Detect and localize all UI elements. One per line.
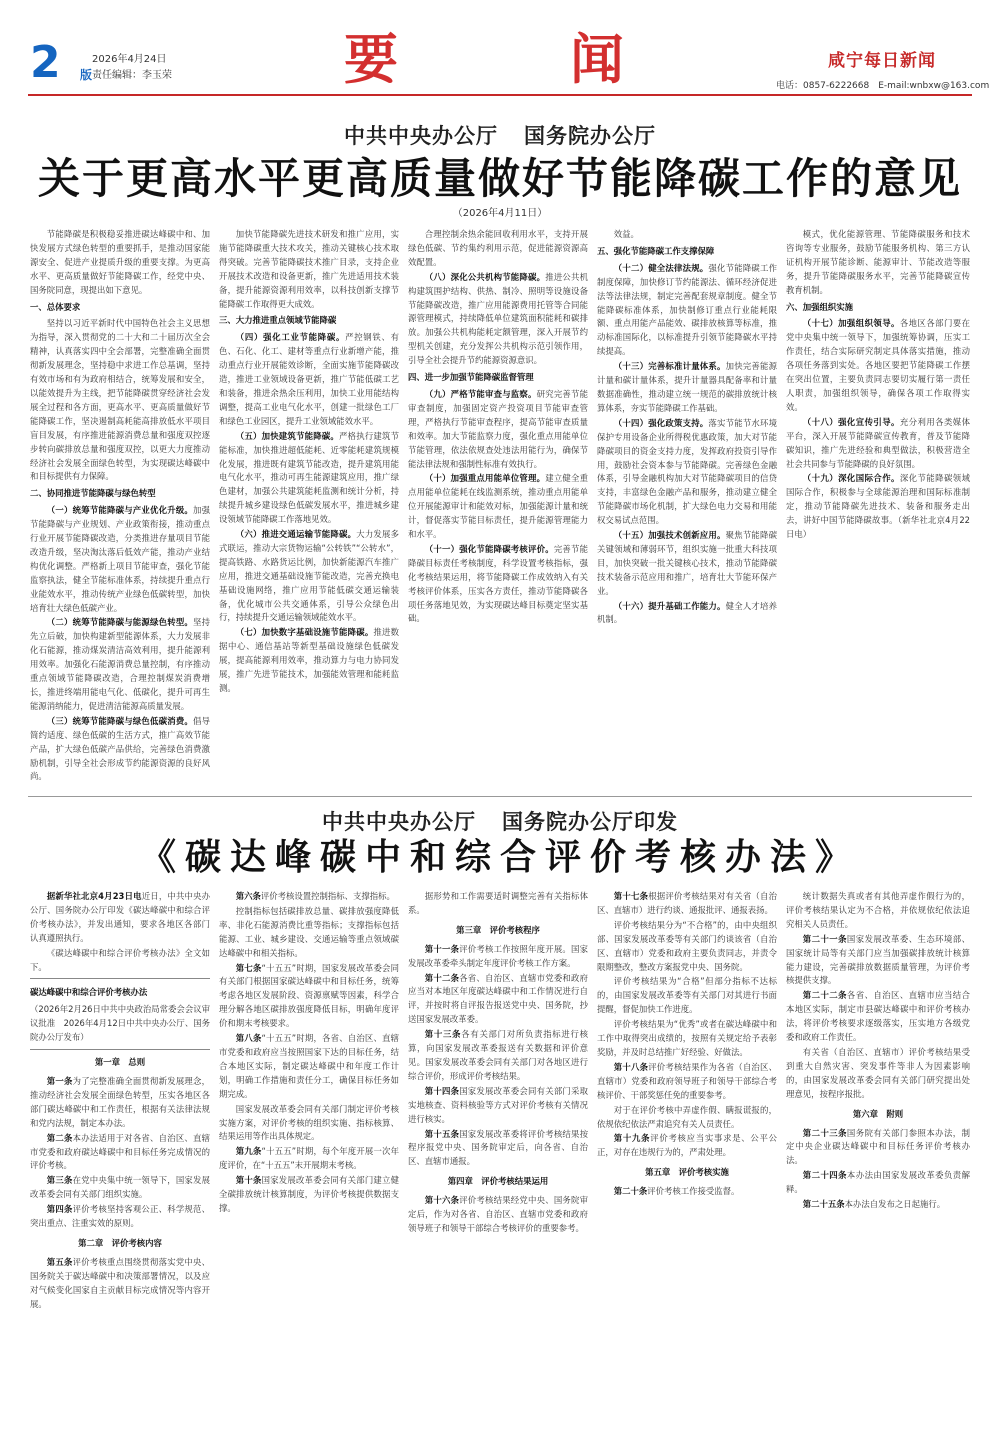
paragraph-text: 评价考核工作接受监督。 — [647, 1186, 740, 1197]
section-heading: 六、加强组织实施 — [786, 301, 853, 312]
paragraph-lead: （一）统筹节能降碳与产业优化升级。 — [46, 505, 194, 516]
paragraph — [408, 228, 588, 270]
paragraph — [597, 1185, 777, 1199]
paragraph-text: 健全人才培养机制。 — [597, 600, 777, 625]
paragraph-lead: （三）统筹节能降碳与绿色低碳消费。 — [46, 715, 194, 726]
paragraph — [408, 972, 588, 1028]
paragraph-lead: 第八条 — [235, 1033, 262, 1044]
paragraph-lead: （十五）加强技术创新应用。 — [613, 530, 726, 541]
paragraph-text: 有关省（自治区、直辖市）评价考核结果受到重大自然灾害、突发事件等非人为因素影响的，由国家发展改革委会同有关部门研究提出处理意见，按程序报批。 — [786, 1046, 970, 1099]
paragraph-text: “十五五”时期，各省、自治区、直辖市党委和政府应当按照国家下达的目标任务，结合本地区实际，制定碳达峰碳中和年度工作计划，明确工作措施和责任分工，确保目标任务如期完成。 — [219, 1033, 399, 1099]
paragraph — [786, 416, 970, 472]
document-title-box — [30, 978, 210, 1050]
paragraph — [597, 890, 777, 918]
paragraph — [597, 529, 777, 599]
paragraph-lead: 据新华社北京4月23日电 — [46, 891, 142, 901]
paragraph-lead: （十七）加强组织领导。 — [802, 318, 900, 329]
paragraph — [219, 1174, 399, 1216]
paragraph — [597, 417, 777, 528]
paragraph-lead: 第十六条 — [424, 1195, 460, 1206]
paragraph-lead: （九）严格节能审查与监察。 — [424, 388, 537, 399]
article2-column-3 — [408, 890, 588, 1422]
paragraph — [408, 271, 588, 368]
issue-date: 2026年4月24日 — [92, 54, 167, 65]
paragraph-text: 评价考核应当实事求是、公平公正，对存在违规行为的，严肃处理。 — [597, 1133, 777, 1158]
paragraph — [408, 890, 588, 918]
paragraph-text: 深化节能降碳领域国际合作，积极参与全球能源治理和国际标准制定，推动节能降碳先进技术、装备和服务走出去，讲好中国节能降碳故事。（新华社北京4月22日电） — [786, 473, 970, 540]
paragraph-text: 为了完整准确全面贯彻新发展理念，推动经济社会发展全面绿色转型，压实各地区各部门碳达峰碳中和工作责任，根据有关法律法规和党内法规，制定本办法。 — [30, 1075, 210, 1128]
paragraph-lead: （十八）强化宣传引导。 — [802, 416, 900, 427]
paragraph — [219, 962, 399, 1032]
paragraph-text: 根据评价考核结果对有关省（自治区、直辖市）进行约谈、通报批评、通报表扬。 — [597, 891, 777, 915]
paragraph-text: 各省、自治区、直辖市党委和政府应当对本地区年度碳达峰碳中和工作情况进行自评，并按时将自评报告报送党中央、国务院，抄送国家发展改革委。 — [408, 972, 588, 1025]
paragraph — [597, 1018, 777, 1060]
paragraph-lead: 第二十五条 — [802, 1199, 845, 1210]
section-heading: 一、总体要求 — [30, 301, 81, 312]
paragraph-text: 加强节能降碳与产业规划、产业政策衔接，推动重点行业开展节能降碳改造，分类推进存量项目节能改造升级，坚决淘汰落后低效产能，推动产业结构优化调整。严格新上项目节能审查，强化节能监察执法，健全节能标准体系，持续提升重点行业能效水平，推动传统产业绿色低碳转型，加快培育壮大绿色低碳产业。 — [30, 505, 210, 613]
paragraph — [30, 1256, 210, 1312]
paragraph — [786, 1127, 970, 1169]
paragraph-text: 控制指标包括碳排放总量、碳排放强度降低率、非化石能源消费比重等指标；支撑指标包括能源、工业、城乡建设、交通运输等重点领域碳达峰碳中和相关指标。 — [219, 905, 399, 958]
paragraph — [597, 975, 777, 1017]
paragraph — [30, 890, 210, 946]
contact-info: 电话：0857-6222668 E-mail:wnbxw@163.com — [776, 81, 990, 91]
paragraph — [786, 1169, 970, 1197]
article1-issuer — [0, 120, 1000, 150]
paragraph-lead: （六）推进交通运输节能降碳。 — [235, 529, 357, 540]
paragraph-lead: （十二）健全法律法规。 — [613, 262, 709, 273]
article1-date: （2026年4月11日） — [452, 208, 548, 219]
chapter-heading: 第六章 附则 — [852, 1108, 904, 1119]
paragraph-text: 国家发展改革委会同有关部门建立健全碳排放统计核算制度，为评价考核提供数据支撑。 — [219, 1175, 399, 1213]
paragraph-text: 评价考核设置控制指标、支撑指标。 — [260, 891, 395, 901]
paragraph-text: 评价考核结果分为“不合格”的，由中央组织部、国家发展改革委等有关部门约谈该省（自治区、直辖市）党委和政府主要负责同志，并责令限期整改，整改方案报党中央、国务院。 — [597, 919, 777, 972]
paragraph-text: 效益。 — [613, 229, 639, 239]
paragraph — [597, 600, 777, 628]
paragraph-lead: （八）深化公共机构节能降碳。 — [424, 271, 546, 282]
paragraph — [597, 1132, 777, 1160]
paragraph-lead: 第二十四条 — [802, 1170, 847, 1181]
chapter-heading: 第二章 评价考核内容 — [78, 1237, 162, 1248]
masthead — [0, 0, 1000, 100]
paragraph-text: 充分利用各类媒体平台，深入开展节能降碳宣传教育，普及节能降碳知识，推广先进经验和典型做法，积极营造全社会共同参与节能降碳的良好氛围。 — [786, 416, 970, 469]
masthead-rule — [28, 94, 972, 96]
paragraph-text: 评价考核重点围绕贯彻落实党中央、国务院关于碳达峰碳中和决策部署情况，以及应对气候变化国家自主贡献目标完成情况等内容开展。 — [30, 1256, 210, 1309]
article2-headline: 《碳达峰碳中和综合评价考核办法》 — [139, 836, 860, 878]
paragraph — [597, 1104, 777, 1132]
paragraph — [30, 1203, 210, 1231]
paragraph-text: 评价考核结果为“合格”但部分指标不达标的，由国家发展改革委等有关部门对其进行书面提醒，督促加快工作进度。 — [597, 976, 777, 1015]
paragraph-text: 近日，中共中央办公厅、国务院办公厅印发《碳达峰碳中和综合评价考核办法》，并发出通知，要求各地区各部门认真遵照执行。 — [30, 891, 210, 943]
paragraph-text: 落实节能节水环境保护专用设备企业所得税优惠政策，加大对节能降碳项目的资金支持力度，发挥政府投资引导作用，鼓励社会资本参与节能降碳。完善绿色金融体系，引导金融机构加大对节能降碳项目的信贷支持，丰富绿色金融产品和服务，推动建立健全节能降碳市场化机制，扩大绿色电力交易和用能权交易试点范围。 — [597, 417, 777, 526]
paragraph — [219, 430, 399, 527]
article1-column-2 — [219, 228, 399, 790]
paragraph-lead: 第五条 — [46, 1256, 73, 1267]
paragraph-lead: 第十八条 — [613, 1061, 649, 1072]
paragraph-lead: 第四条 — [46, 1204, 73, 1215]
section-title-char-2: 闻 — [570, 27, 624, 91]
paragraph-lead: （七）加快数字基础设施节能降碳。 — [235, 627, 374, 638]
paragraph-lead: 第二十条 — [613, 1186, 648, 1197]
paragraph-text: 国家发展改革委、生态环境部、国家统计局等有关部门应当加强碳排放统计核算能力建设，完善碳排放数据质量管理，为评价考核提供支撑。 — [786, 933, 970, 986]
article-divider — [28, 796, 972, 797]
paragraph — [219, 228, 399, 311]
paragraph-text: “十五五”时期，国家发展改革委会同有关部门根据国家碳达峰碳中和目标任务，统筹考虑各地区发展阶段、资源禀赋等因素，科学合理分解各地区碳排放强度降低目标，明确年度评价和期末考核要求。 — [219, 962, 399, 1029]
paragraph — [219, 890, 399, 904]
paragraph-text: 各有关部门对所负责指标进行核算，向国家发展改革委报送有关数据和评价意见。国家发展改革委会同有关部门对各地区进行综合评价，形成评价考核结果。 — [408, 1029, 588, 1081]
paragraph-text: 据形势和工作需要适时调整完善有关指标体系。 — [408, 891, 588, 915]
paragraph — [408, 543, 588, 626]
paragraph-lead: 第七条 — [235, 962, 262, 973]
paragraph — [786, 472, 970, 542]
article2-column-5 — [786, 890, 970, 1422]
paragraph-lead: （四）强化工业节能降碳。 — [235, 332, 346, 343]
paragraph-text: 国家发展改革委会同有关部门采取实地核查、资料核验等方式对评价考核有关情况进行核实。 — [408, 1085, 588, 1124]
paragraph-text: 完善节能降碳目标责任考核制度，科学设置考核指标，强化考核结果运用，将节能降碳工作成效纳入有关考核评价体系，压实各方责任，推动节能降碳各项任务落地见效，为实现碳达峰目标奠定坚实基础。 — [408, 543, 588, 624]
paper-name: 咸宁每日新闻 — [828, 51, 936, 71]
paragraph-text: 评价考核结果为“优秀”或者在碳达峰碳中和工作中取得突出成绩的，按照有关规定给予表彰奖励，并及时总结推广好经验、好做法。 — [597, 1019, 777, 1057]
paragraph-lead: 第十七条 — [613, 891, 649, 901]
paragraph-lead: （五）加快建筑节能降碳。 — [235, 430, 340, 441]
paragraph — [408, 1128, 588, 1170]
paragraph-text: “十五五”时期，每个年度开展一次年度评价，在“十五五”末开展期末考核。 — [219, 1146, 399, 1171]
paragraph-text: 模式，优化能源管理、节能降碳服务和技术咨询等专业服务，鼓励节能服务机构、第三方认证机构开展节能诊断、能源审计、节能改造等服务，提升节能降碳服务水平，完善节能降碳宣传教育机制。 — [786, 229, 970, 295]
chapter-heading: 第五章 评价考核实施 — [645, 1167, 729, 1178]
section-title-char-1: 要 — [344, 27, 398, 91]
paragraph-text: 《碳达峰碳中和综合评价考核办法》全文如下。 — [30, 947, 210, 972]
paragraph — [597, 919, 777, 975]
article1-column-1 — [30, 228, 210, 790]
paragraph-text: 大力发展多式联运，推动大宗货物运输“公转铁”“公转水”，提高铁路、水路货运比例，加快新能源汽车推广应用，推进交通基础设施节能改造，完善充换电基础设施网络，推广应用节能低碳交通运输装备，优化城市公共交通体系，引导公众绿色出行，持续提升交通运输领域能效水平。 — [219, 529, 399, 623]
article2-column-4 — [597, 890, 777, 1422]
paragraph-text: 建立健全重点用能单位能耗在线监测系统，推动重点用能单位开展能源审计和能效对标，加强能源计量和统计，督促落实节能目标责任，提升能源管理能力和水平。 — [408, 473, 588, 540]
paragraph-lead: （十三）完善标准计量体系。 — [613, 361, 726, 372]
paragraph-text: 加快节能降碳先进技术研发和推广应用，实施节能降碳重大技术攻关，推动关键核心技术取得突破。完善节能降碳技术推广目录，支持企业开展技术改造和设备更新，推广先进适用技术装备，提升能源资源利用效率，以科技创新支撑节能降碳工作取得更大成效。 — [219, 229, 399, 309]
paragraph-lead: 第三条 — [46, 1175, 73, 1186]
article1-issuer-b: 国务院办公厅 — [524, 123, 656, 148]
paragraph-text: 本办法适用于对各省、自治区、直辖市党委和政府碳达峰碳中和目标任务完成情况的评价考核。 — [30, 1132, 210, 1171]
article2-issuer-a: 中共中央办公厅 — [322, 809, 476, 834]
paragraph-text: 严格执行建筑节能标准，加快推进超低能耗、近零能耗建筑规模化发展，推进既有建筑节能改造，提升建筑用能电气化水平，推动可再生能源建筑应用，推广绿色建材，加强公共建筑能耗监测和统计分析，持续提升城乡建设绿色低碳发展水平，推进城乡建设领域节能降碳工作落地见效。 — [219, 430, 399, 525]
paragraph — [786, 890, 970, 932]
paragraph — [219, 1145, 399, 1173]
paragraph-lead: 第十一条 — [424, 943, 460, 954]
paragraph-lead: 第十五条 — [424, 1128, 460, 1139]
paragraph — [408, 1194, 588, 1236]
paragraph-text: 强化节能降碳工作制度保障，加快修订节约能源法、循环经济促进法等法律法规，制定完善配套规章制度。健全节能降碳标准体系，加快制修订重点行业能耗限额、重点用能产品能效、碳排放核算等标准，推动标准国际化，以标准提升引领节能降碳水平持续提高。 — [597, 262, 777, 357]
paragraph — [30, 1132, 210, 1174]
article1-column-5 — [786, 228, 970, 790]
paragraph — [30, 616, 210, 713]
paragraph-lead: 第十条 — [235, 1175, 262, 1186]
page-unit: 版 — [80, 68, 93, 82]
paragraph — [219, 626, 399, 696]
issue-editor: 责任编辑：李玉荣 — [92, 70, 172, 81]
paragraph-lead: （十四）强化政策支持。 — [613, 417, 709, 428]
paragraph-text: 坚持先立后破，加快构建新型能源体系，大力发展非化石能源，推动煤炭清洁高效利用，提升能源利用效率。加强化石能源消费总量控制，有序推动重点领域节能降碳改造，合理控制煤炭消费增长，推进终端用能电气化、低碳化，提升可再生能源消纳能力，促进清洁能源高质量发展。 — [30, 617, 210, 711]
paragraph-lead: 第六条 — [235, 891, 261, 901]
section-heading: 二、协同推进节能降碳与绿色转型 — [30, 488, 156, 499]
paragraph — [30, 947, 210, 975]
paragraph-text: 合理控制余热余能回收利用水平，支持开展绿色低碳、节约集约利用示范，促进能源资源高效配置。 — [408, 229, 588, 267]
paragraph — [408, 1028, 588, 1084]
paragraph-text: 各省、自治区、直辖市应当结合本地区实际，制定市县碳达峰碳中和评价考核办法，将评价考核要求逐级落实，压实地方各级党委和政府工作责任。 — [786, 990, 970, 1043]
paragraph-lead: 第十四条 — [424, 1085, 460, 1096]
paragraph-text: 评价考核结果作为各省（自治区、直辖市）党委和政府领导班子和领导干部综合考核评价、干部奖惩任免的重要参考。 — [597, 1061, 777, 1100]
paragraph — [408, 472, 588, 542]
paragraph — [786, 989, 970, 1045]
paragraph — [597, 1061, 777, 1103]
paragraph-lead: 第二十一条 — [802, 933, 847, 944]
paragraph-text: 加快完善能源计量和碳计量体系，提升计量器具配备率和计量数据准确性，推动建立统一规范的碳排放统计核算体系，夯实节能降碳工作基础。 — [597, 361, 777, 413]
paragraph-text: 各地区各部门要在党中央集中统一领导下，加强统筹协调，压实工作责任，结合实际研究制定具体落实措施，推动各项任务落到实处。各地区要把节能降碳工作摆在突出位置，主要负责同志要切实履行第一责任人职责，加强组织领导，确保各项工作取得实效。 — [786, 318, 970, 412]
paragraph-lead: （二）统筹节能降碳与能源绿色转型。 — [46, 617, 194, 628]
article1-issuer-a: 中共中央办公厅 — [344, 123, 498, 148]
paragraph-text: 对于在评价考核中弄虚作假、瞒报谎报的，依规依纪依法严肃追究有关人员责任。 — [597, 1104, 777, 1129]
document-approval-note: （2026年2月26日中共中央政治局常委会会议审议批准 2026年4月12日中共中央办公厅、国务院办公厅发布） — [30, 1004, 210, 1043]
paragraph-text: 评价考核工作按照年度开展。国家发展改革委牵头制定年度评价考核工作方案。 — [408, 943, 588, 968]
paragraph — [30, 715, 210, 785]
paragraph — [597, 360, 777, 416]
article2-issuer-b: 国务院办公厅印发 — [502, 809, 678, 834]
paragraph-lead: 第十九条 — [613, 1133, 651, 1144]
paragraph-lead: （十六）提升基础工作能力。 — [613, 600, 726, 611]
paragraph-lead: （十）加强重点用能单位管理。 — [424, 473, 546, 484]
article2-column-1 — [30, 890, 210, 1422]
paragraph — [786, 933, 970, 989]
paragraph — [30, 1075, 210, 1131]
paragraph-lead: 第二十三条 — [802, 1127, 847, 1138]
paragraph — [786, 1198, 970, 1212]
paragraph-lead: （十九）深化国际合作。 — [802, 473, 900, 484]
page-number: 2 — [30, 37, 61, 88]
paragraph-text: 国家发展改革委会同有关部门制定评价考核实施方案，对评价考核的组织实施、指标核算、结果运用等作出具体规定。 — [219, 1103, 399, 1142]
paragraph — [30, 1174, 210, 1202]
paragraph-lead: （十一）强化节能降碳考核评价。 — [424, 543, 554, 554]
paragraph — [219, 1032, 399, 1102]
paragraph — [597, 228, 777, 242]
paragraph-text: 国务院有关部门参照本办法，制定中央企业碳达峰碳中和目标任务评价考核办法。 — [786, 1127, 970, 1166]
paragraph-text: 国家发展改革委将评价考核结果按程序报党中央、国务院审定后，向各省、自治区、直辖市通报。 — [408, 1128, 588, 1167]
section-heading: 四、进一步加强节能降碳监督管理 — [408, 372, 534, 383]
paragraph — [786, 1046, 970, 1102]
paragraph — [219, 331, 399, 428]
article2-column-2 — [219, 890, 399, 1422]
paragraph — [786, 317, 970, 414]
paragraph — [408, 1085, 588, 1127]
chapter-heading: 第三章 评价考核程序 — [456, 924, 540, 935]
paragraph — [219, 1103, 399, 1145]
paragraph — [219, 528, 399, 625]
paragraph-text: 在党中央集中统一领导下，国家发展改革委会同有关部门组织实施。 — [30, 1175, 210, 1200]
paragraph-lead: 第九条 — [235, 1146, 262, 1157]
chapter-heading: 第四章 评价考核结果运用 — [447, 1176, 549, 1187]
paragraph — [219, 905, 399, 961]
paragraph-text: 评价考核结果经党中央、国务院审定后，作为对各省、自治区、直辖市党委和政府领导班子和领导干部综合考核评价的重要参考。 — [408, 1195, 588, 1233]
section-heading: 五、强化节能降碳工作支撑保障 — [597, 245, 715, 256]
paragraph — [786, 228, 970, 298]
paragraph — [30, 504, 210, 615]
article1-headline: 关于更高水平更高质量做好节能降碳工作的意见 — [37, 154, 962, 203]
paragraph — [408, 943, 588, 971]
paragraph-text: 统计数据失真或者有其他弄虚作假行为的，评价考核结果认定为不合格，并依规依纪依法追究相关人员责任。 — [786, 891, 970, 929]
paragraph — [30, 228, 210, 298]
paragraph-text: 节能降碳是积极稳妥推进碳达峰碳中和、加快发展方式绿色转型的重要抓手，是推动国家能源安全、促进产业提质升级的重要支撑。为更高水平、更高质量做好节能降碳工作，经党中央、国务院同意，现提出如下意见。 — [30, 229, 210, 295]
article1-column-3 — [408, 228, 588, 790]
paragraph-lead: 第一条 — [46, 1075, 73, 1086]
paragraph-text: 本办法由国家发展改革委负责解释。 — [786, 1170, 970, 1195]
paragraph-text: 本办法自发布之日起施行。 — [844, 1199, 946, 1210]
paragraph-text: 坚持以习近平新时代中国特色社会主义思想为指导，深入贯彻党的二十大和二十届历次全会精神，认真落实四中全会部署，完整准确全面贯彻新发展理念，坚持稳中求进工作总基调，坚持有效市场和有为政府相结合，统筹发展和安全，以能效提升为主线，把节能降碳贯穿经济社会发展全过程和各方面，更高水平、更高质量做好节能降碳工作，坚决遏制高耗能高排放低水平项目盲目发展，有序推进能源消费总量和强度双控逐步转向碳排放总量和强度双控，以更大力度推动经济社会发展全面绿色转型，为实现碳达峰碳中和目标提供有力保障。 — [30, 318, 210, 482]
paragraph-text: 推进数据中心、通信基站等新型基础设施绿色低碳发展，提高能源利用效率，推动算力与电力协同发展，推广先进节能技术，加强能效管理和能耗监测。 — [219, 627, 399, 693]
paragraph-lead: 第十三条 — [424, 1029, 462, 1040]
chapter-heading: 第一章 总则 — [94, 1057, 146, 1068]
paragraph-text: 倡导简约适度、绿色低碳的生活方式，推广高效节能产品，扩大绿色低碳产品供给，完善绿色消费激励机制，引导全社会形成节约能源资源的良好风尚。 — [30, 715, 210, 782]
paragraph-text: 聚焦节能降碳关键领域和薄弱环节，组织实施一批重大科技项目，加快突破一批关键核心技术，推动节能降碳技术装备示范应用和推广，培育壮大节能环保产业。 — [597, 530, 777, 596]
document-title: 碳达峰碳中和综合评价考核办法 — [30, 987, 148, 998]
paragraph-text: 评价考核坚持客观公正、科学规范、突出重点、注重实效的原则。 — [30, 1204, 210, 1229]
paragraph — [408, 388, 588, 471]
paragraph-text: 严控钢铁、有色、石化、化工、建材等重点行业新增产能，推动重点行业开展能效诊断，全面实施节能降碳改造，推进工业领域设备更新，推广节能低碳工艺和装备，推进余热余压利用，加快工业用能结构调整，提高工业电气化水平，创建一批绿色工厂和绿色工业园区，提升工业领域能效水平。 — [219, 332, 399, 426]
paragraph-lead: 第二十二条 — [802, 990, 847, 1001]
paragraph-lead: 第十二条 — [424, 972, 460, 983]
paragraph-text: 推进公共机构建筑围护结构、供热、制冷、照明等设施设备节能降碳改造，推广应用能源费用托管等合同能源管理模式，持续降低单位建筑面积能耗和碳排放。加强公共机构能耗定额管理，深入开展节约型机关创建，充分发挥公共机构示范引领作用，引导全社会提升节约能源资源意识。 — [408, 271, 588, 366]
article1-column-4 — [597, 228, 777, 790]
paragraph — [30, 317, 210, 484]
section-heading: 三、大力推进重点领域节能降碳 — [219, 315, 337, 326]
paragraph — [597, 262, 777, 359]
paragraph-text: 研究完善节能审查制度，加强固定资产投资项目节能审查管理，严格执行节能审查程序，提高节能审查质量和效率。加大节能监察力度，强化重点用能单位节能管理，依法依规查处违法用能行为，确保节能法律法规和强制性标准有效执行。 — [408, 388, 588, 469]
paragraph-lead: 第二条 — [46, 1132, 73, 1143]
